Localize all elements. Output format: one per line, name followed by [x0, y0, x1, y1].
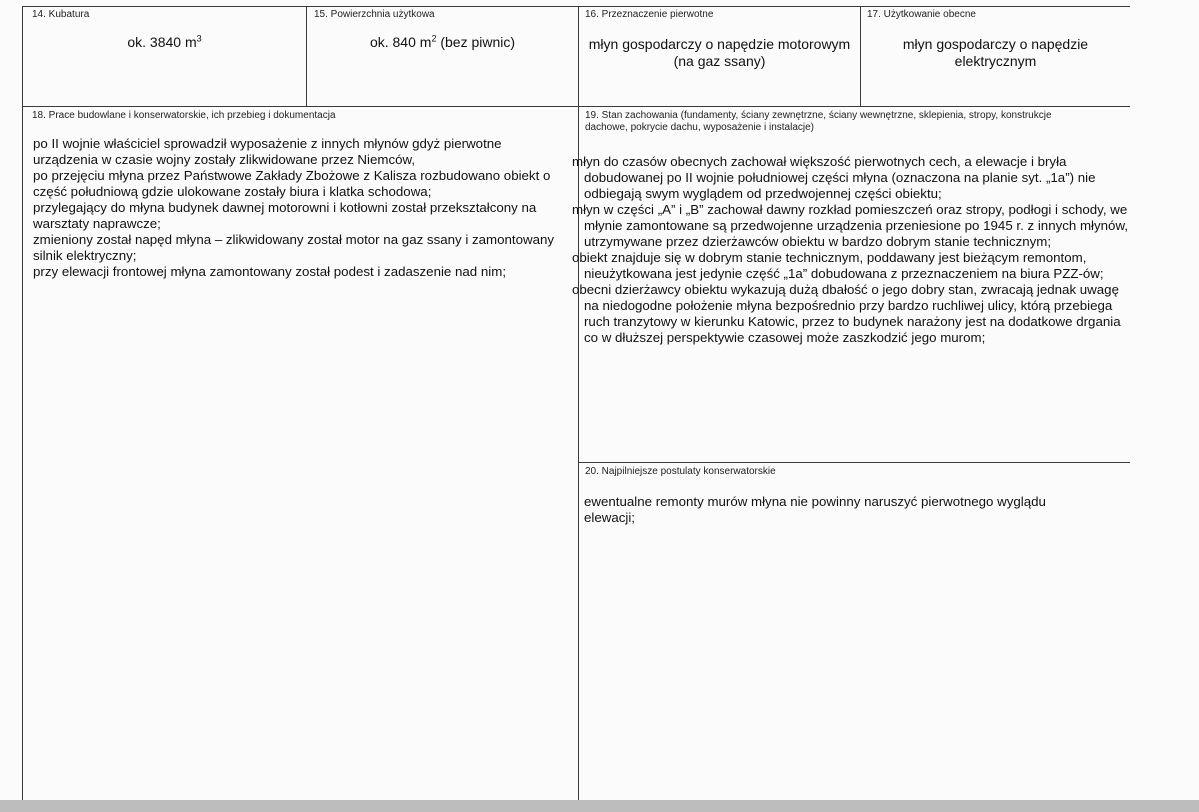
field-18-paragraph: przylegający do młyna budynek dawnej motorowni i kotłowni został przekształcony na warsztaty naprawcze;: [33, 200, 537, 231]
field-18-label: 18. Prace budowlane i konserwatorskie, ich przebieg i dokumentacja: [32, 110, 336, 121]
field-14-label: 14. Kubatura: [32, 9, 90, 20]
field-15-value-unit-exponent: 2: [431, 33, 437, 44]
field-20-label: 20. Najpilniejsze postulaty konserwatorskie: [585, 466, 776, 477]
field-14-value-text: ok. 3840 m: [127, 34, 197, 50]
field-14-value: [23, 34, 306, 51]
field-16-value-line2: (na gaz ssany): [673, 53, 766, 69]
field-18-paragraph: przy elewacji frontowej młyna zamontowany został podest i zadaszenie nad nim;: [33, 264, 507, 279]
field-15-value-suffix: (bez piwnic): [436, 34, 516, 50]
col-divider-center: [578, 6, 579, 800]
field-15-label: 15. Powierzchnia użytkowa: [314, 9, 435, 20]
field-18-paragraph: po przejęciu młyna przez Państwowe Zakłady Zbożowe z Kalisza rozbudowano obiekt o część południową gdzie ulokowane zostały biura i klatka schodowa;: [33, 168, 551, 199]
field-20-text: [584, 494, 1094, 526]
row-divider-top: [22, 106, 1130, 107]
field-19-text: [572, 154, 1132, 346]
col-divider-1: [306, 6, 307, 106]
field-16-value: [579, 36, 860, 70]
field-16-label: 16. Przeznaczenie pierwotne: [585, 9, 714, 20]
top-border: [22, 6, 1130, 7]
field-19-label: 19. Stan zachowania (fundamenty, ściany zewnętrzne, ściany wewnętrzne, sklepienia, stropy, konstrukcje dachowe, pokrycie dachu, wyposażenie i instalacje): [585, 110, 1052, 133]
left-border: [22, 6, 23, 800]
field-15-value: [307, 34, 578, 51]
field-19-paragraph: obecni dzierżawcy obiektu wykazują dużą dbałość o jego dobry stan, zwracają jednak uwagę na niedogodne położenie młyna bezpośrednio przy bardzo ruchliwej ulicy, którą przebiega ruch tranzytowy w kierunku Katowic, przez to budynek narażony jest na dodatkowe drgania co w dłuższej perspektywie czasowej może zaszkodzić jego murom;: [572, 282, 1121, 345]
field-17-value: [861, 36, 1130, 70]
field-14-value-unit-exponent: 3: [196, 33, 202, 44]
field-18-paragraph: zmieniony został napęd młyna – zlikwidowany został motor na gaz ssany i zamontowany silnik elektryczny;: [33, 232, 555, 263]
field-18-paragraph: po II wojnie właściciel sprowadził wyposażenie z innych młynów gdyż pierwotne urządzenia w czasie wojny zostały zlikwidowane przez Niemców,: [33, 136, 502, 167]
field-19-paragraph: młyn w części „A” i „B” zachował dawny rozkład pomieszczeń oraz stropy, podłogi i schody, we młynie zamontowane są przedwojenne urządzenia przeniesione po 1945 r. z innych młynów, utrzymywane przez dzierżawców obiektu w bardzo dobrym stanie technicznym;: [572, 202, 1129, 249]
field-19-paragraph: obiekt znajduje się w dobrym stanie technicznym, poddawany jest bieżącym remontom, nieużytkowana jest jedynie część „1a” dobudowana z przeznaczeniem na biura PZZ-ów;: [572, 250, 1104, 281]
scan-bottom-edge: [0, 800, 1199, 812]
field-18-text: [33, 136, 563, 280]
field-20-paragraph: ewentualne remonty murów młyna nie powinny naruszyć pierwotnego wyglądu elewacji;: [584, 494, 1046, 525]
field-15-value-text: ok. 840 m: [369, 34, 432, 50]
field-17-label: 17. Użytkowanie obecne: [867, 9, 976, 20]
field-19-paragraph: młyn do czasów obecnych zachował większość pierwotnych cech, a elewacje i bryła dobudowanej po II wojnie południowej części młyna (oznaczona na planie syt. „1a”) nie odbiegają swym wyglądem od przedwojennej części obiektu;: [572, 154, 1096, 201]
f20-top-border: [578, 462, 1130, 463]
field-17-value-line1: młyn gospodarczy o napędzie: [902, 36, 1089, 52]
field-16-value-line1: młyn gospodarczy o napędzie motorowym: [588, 36, 851, 52]
field-17-value-line2: elektrycznym: [954, 53, 1037, 69]
